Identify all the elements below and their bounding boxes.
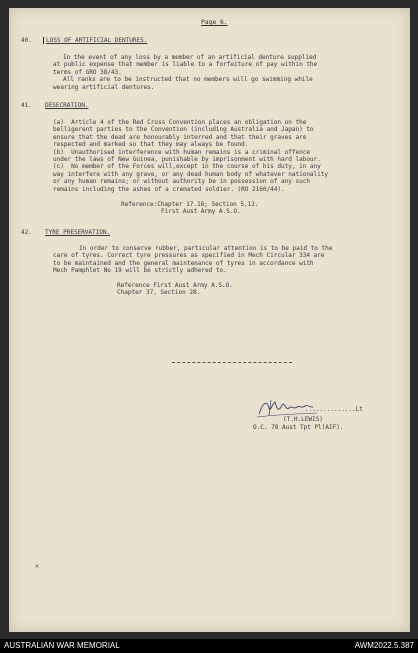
- document-page: [9, 8, 410, 632]
- footer-accession-number: AWM2022.5.387: [354, 641, 414, 650]
- text-line: belligerent parties to the Convention (including Australia and Japan) to: [53, 126, 314, 134]
- reference-line: Chapter 37, Section 28.: [117, 289, 201, 297]
- section-heading: LOSS OF ARTIFICIAL DENTURES.: [43, 37, 147, 44]
- section-number: 40.: [21, 37, 32, 44]
- section-number: 41.: [21, 102, 32, 109]
- footer-bar: [0, 639, 418, 653]
- signatory-title: O.C. 78 Aust Tpt Pl(AIF).: [253, 424, 344, 431]
- text-line: ensure that the dead are honourably interred and that their graves are: [53, 133, 307, 141]
- text-line: wearing artificial dentures.: [53, 83, 155, 91]
- text-line: Mech Pamphlet No 19 will be strictly adhered to.: [53, 267, 227, 275]
- text-line: at public expense that member is liable to a forfeiture of pay within the: [53, 61, 318, 69]
- footer-institution: AUSTRALIAN WAR MEMORIAL: [4, 641, 120, 650]
- text-line: terms of GRO 38/43.: [53, 68, 122, 76]
- text-line: (a) Article 4 of the Red Cross Convention places an obligation on the: [53, 119, 307, 126]
- text-line: All ranks are to be instructed that no members will go swimming while: [63, 76, 313, 84]
- section-number: 42.: [21, 229, 32, 236]
- reference-line: Reference:Chapter 17.18; Section 5,12.: [121, 201, 259, 208]
- text-line: In the event of any loss by a member of an artificial denture supplied: [63, 54, 317, 61]
- signature-line: ..............Lt: [305, 406, 363, 413]
- text-line: respected and marked so that they may always be found.: [53, 141, 249, 149]
- text-line: or any human remains; or without authority be in possession of any such: [53, 178, 310, 186]
- text-line: (b) Unauthorised interference with human remains is a criminal offence: [53, 148, 310, 156]
- text-line: way interfere with any grave, or any dead human body of whatever nationality: [53, 170, 329, 178]
- signatory-name: (T.H.LEWIS): [283, 416, 323, 423]
- section-heading: TYRE PRESERVATION.: [45, 229, 111, 236]
- page-header: Page 6.: [201, 18, 228, 26]
- text-line: to be maintained and the general maintenance of tyres in accordance with: [53, 259, 314, 267]
- text-line: remains including the ashes of a cremated soldier. (RO 2160/44).: [53, 185, 285, 193]
- reference-line: First Aust Army A.S.O.: [161, 208, 241, 216]
- text-line: (c) No member of the Forces will,except in the course of his duty, in any: [53, 163, 321, 171]
- margin-mark-icon: ✕: [35, 562, 40, 570]
- text-line: In order to conserve rubber, particular attention is to be paid to the: [79, 245, 333, 252]
- section-heading: DESECRATION.: [45, 102, 89, 109]
- text-line: care of tyres. Correct tyre pressures as specified in Mech Circular 334 are: [53, 252, 325, 260]
- reference-line: Reference First Aust Army A.S.O.: [117, 282, 233, 289]
- divider-rule: [172, 362, 292, 363]
- text-line: under the laws of New Guinea, punishable by imprisonment with hard labour.: [53, 156, 321, 163]
